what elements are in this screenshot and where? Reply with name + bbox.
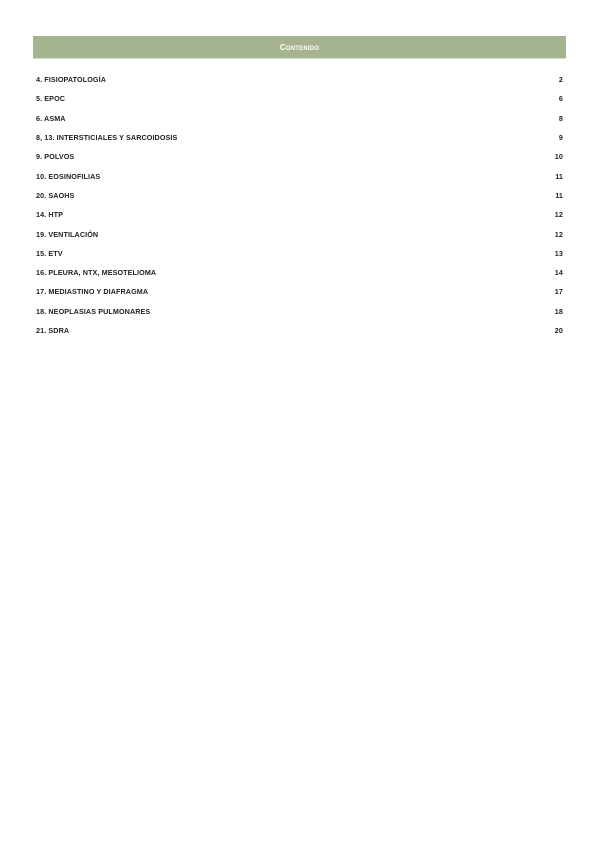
toc-entry-page-number: 13 <box>554 248 563 258</box>
toc-entry-label: 9. POLVOS <box>36 152 75 162</box>
toc-title: Contenido <box>279 42 320 52</box>
toc-entry-page-number: 20 <box>554 326 563 335</box>
table-of-contents <box>36 70 563 340</box>
toc-entry-label: 8, 13. INTERSTICIALES Y SARCOIDOSIS <box>36 133 178 143</box>
toc-entry-intersticiales[interactable] <box>36 128 563 147</box>
toc-entry-etv[interactable] <box>36 244 563 263</box>
toc-entry-label: 5. EPOC <box>36 94 66 104</box>
toc-entry-label: 17. MEDIASTINO Y DIAFRAGMA <box>36 287 149 297</box>
toc-entry-page-number: 17 <box>554 287 563 297</box>
toc-entry-pleura[interactable] <box>36 263 563 282</box>
toc-entry-htp[interactable] <box>36 205 563 224</box>
toc-entry-ventilacion[interactable] <box>36 224 563 243</box>
toc-entry-neoplasias[interactable] <box>36 302 563 321</box>
toc-entry-page-number: 2 <box>558 75 563 85</box>
toc-entry-page-number: 9 <box>558 133 563 143</box>
toc-entry-label: 4. FISIOPATOLOGÍA <box>36 75 106 85</box>
toc-entry-page-number: 12 <box>554 229 563 239</box>
toc-entry-label: 15. ETV <box>36 248 63 258</box>
toc-entry-eosinofilias[interactable] <box>36 166 563 185</box>
toc-entry-page-number: 8 <box>558 113 563 123</box>
toc-entry-mediastino[interactable] <box>36 282 563 301</box>
toc-entry-polvos[interactable] <box>36 147 563 166</box>
toc-entry-asma[interactable] <box>36 109 563 128</box>
toc-entry-label: 18. NEOPLASIAS PULMONARES <box>36 306 151 316</box>
toc-entry-label: 20. SAOHS <box>36 190 75 200</box>
toc-entry-page-number: 11 <box>555 190 563 200</box>
toc-entry-label: 10. EOSINOFILIAS <box>36 171 101 181</box>
toc-entry-label: 16. PLEURA, NTX, MESOTELIOMA <box>36 268 157 278</box>
toc-entry-epoc[interactable] <box>36 89 563 108</box>
toc-header-bar <box>33 36 566 59</box>
toc-entry-sdra[interactable] <box>36 321 563 340</box>
toc-entry-label: 19. VENTILACIÓN <box>36 229 99 239</box>
toc-entry-page-number: 14 <box>554 268 563 278</box>
toc-entry-page-number: 6 <box>558 94 563 104</box>
toc-entry-page-number: 12 <box>554 210 563 220</box>
toc-entry-fisiopatologia[interactable] <box>36 70 563 89</box>
toc-entry-saohs[interactable] <box>36 186 563 205</box>
toc-entry-label: 14. HTP <box>36 210 64 220</box>
toc-entry-page-number: 18 <box>554 306 563 316</box>
toc-entry-page-number: 11 <box>555 171 563 181</box>
toc-entry-label: 21. SDRA <box>36 326 70 335</box>
toc-entry-page-number: 10 <box>554 152 563 162</box>
toc-entry-label: 6. ASMA <box>36 113 66 123</box>
